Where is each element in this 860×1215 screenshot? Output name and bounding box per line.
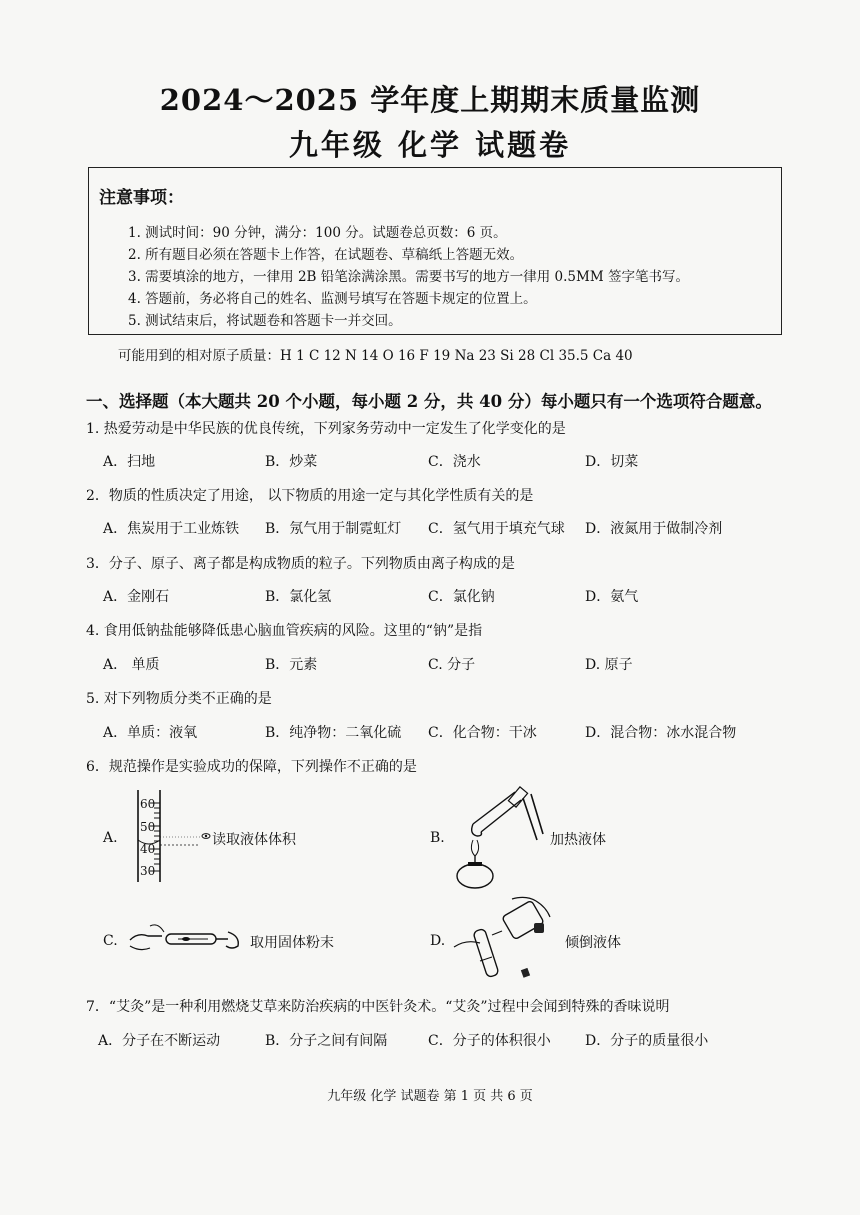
question-7-stem: 7．“艾灸”是一种利用燃烧艾草来防治疾病的中医针灸术。“艾灸”过程中会闻到特殊的香味说明 bbox=[86, 999, 670, 1015]
page-footer: 九年级 化学 试题卷 第 1 页 共 6 页 bbox=[327, 1089, 533, 1104]
figure-d-letter: D. bbox=[430, 933, 446, 949]
question-3-option-d: D．氨气 bbox=[585, 589, 639, 605]
question-4-stem: 4. 食用低钠盐能够降低患心脑血管疾病的风险。这里的“钠”是指 bbox=[86, 623, 483, 639]
question-1-option-c: C．浇水 bbox=[428, 454, 481, 470]
question-2-option-d: D．液氮用于做制冷剂 bbox=[585, 521, 723, 537]
question-5-stem: 5. 对下列物质分类不正确的是 bbox=[86, 691, 272, 707]
atomic-masses: 可能用到的相对原子质量：H 1 C 12 N 14 O 16 F 19 Na 23 Si 28 Cl 35.5 Ca 40 bbox=[118, 348, 633, 364]
question-4-option-b: B．元素 bbox=[265, 657, 318, 673]
question-1-option-b: B．炒菜 bbox=[265, 454, 318, 470]
notice-item-4: 4. 答题前，务必将自己的姓名、监测号填写在答题卡规定的位置上。 bbox=[128, 291, 537, 307]
cylinder-tick-50: 50 bbox=[140, 820, 156, 834]
figure-a-caption: 读取液体体积 bbox=[212, 832, 296, 848]
notice-heading: 注意事项： bbox=[99, 188, 184, 208]
notice-item-1: 1. 测试时间：90 分钟，满分：100 分。试题卷总页数：6 页。 bbox=[128, 225, 507, 241]
powder-spatula-figure bbox=[128, 912, 248, 967]
question-2-option-a: A．焦炭用于工业炼铁 bbox=[103, 521, 240, 537]
question-5-option-c: C．化合物：干冰 bbox=[428, 725, 537, 741]
cylinder-tick-40: 40 bbox=[140, 842, 156, 856]
question-3-stem: 3．分子、原子、离子都是构成物质的粒子。下列物质由离子构成的是 bbox=[86, 556, 515, 572]
notice-item-2: 2. 所有题目必须在答题卡上作答，在试题卷、草稿纸上答题无效。 bbox=[128, 247, 524, 263]
question-1-option-d: D．切菜 bbox=[585, 454, 639, 470]
figure-c-letter: C. bbox=[103, 933, 118, 949]
section-heading: 一、选择题（本大题共 20 个小题，每小题 2 分，共 40 分）每小题只有一个选项符合题意。 bbox=[86, 392, 772, 411]
notice-item-3: 3. 需要填涂的地方，一律用 2B 铅笔涂满涂黑。需要书写的地方一律用 0.5MM 签字笔书写。 bbox=[128, 269, 689, 285]
figure-b-caption: 加热液体 bbox=[550, 832, 606, 848]
figure-d-caption: 倾倒液体 bbox=[565, 935, 621, 951]
question-3-option-a: A．金刚石 bbox=[103, 589, 170, 605]
question-7-option-d: D．分子的质量很小 bbox=[585, 1033, 709, 1049]
figure-a-letter: A. bbox=[103, 830, 118, 846]
exam-title-line1: 2024～2025 学年度上期期末质量监测 bbox=[159, 83, 701, 117]
notice-item-5: 5. 测试结束后，将试题卷和答题卡一并交回。 bbox=[128, 313, 402, 329]
cylinder-tick-30: 30 bbox=[140, 864, 156, 878]
figure-c-caption: 取用固体粉末 bbox=[250, 935, 334, 951]
question-3-option-b: B．氯化氢 bbox=[265, 589, 332, 605]
question-4-option-c: C. 分子 bbox=[428, 657, 476, 673]
exam-title-line2: 九年级 化学 试题卷 bbox=[288, 128, 572, 162]
pouring-liquid-figure bbox=[450, 895, 560, 985]
question-6-stem: 6．规范操作是实验成功的保障，下列操作不正确的是 bbox=[86, 759, 417, 775]
figure-b-letter: B. bbox=[430, 830, 445, 846]
question-1-stem: 1. 热爱劳动是中华民族的优良传统，下列家务劳动中一定发生了化学变化的是 bbox=[86, 421, 566, 437]
question-4-option-a: A． 单质 bbox=[103, 657, 160, 673]
question-2-option-b: B．氖气用于制霓虹灯 bbox=[265, 521, 402, 537]
question-3-option-c: C．氯化钠 bbox=[428, 589, 495, 605]
question-4-option-d: D. 原子 bbox=[585, 657, 633, 673]
question-5-option-b: B．纯净物：二氧化硫 bbox=[265, 725, 402, 741]
question-5-option-a: A．单质：液氧 bbox=[103, 725, 198, 741]
question-1-option-a: A．扫地 bbox=[103, 454, 156, 470]
question-2-option-c: C．氢气用于填充气球 bbox=[428, 521, 565, 537]
question-7-option-c: C．分子的体积很小 bbox=[428, 1033, 551, 1049]
question-7-option-b: B．分子之间有间隔 bbox=[265, 1033, 388, 1049]
cylinder-tick-60: 60 bbox=[140, 797, 156, 811]
question-2-stem: 2．物质的性质决定了用途， 以下物质的用途一定与其化学性质有关的是 bbox=[86, 488, 534, 504]
alcohol-lamp-figure bbox=[455, 784, 545, 894]
question-7-option-a: A．分子在不断运动 bbox=[98, 1033, 221, 1049]
question-5-option-d: D．混合物：冰水混合物 bbox=[585, 725, 737, 741]
